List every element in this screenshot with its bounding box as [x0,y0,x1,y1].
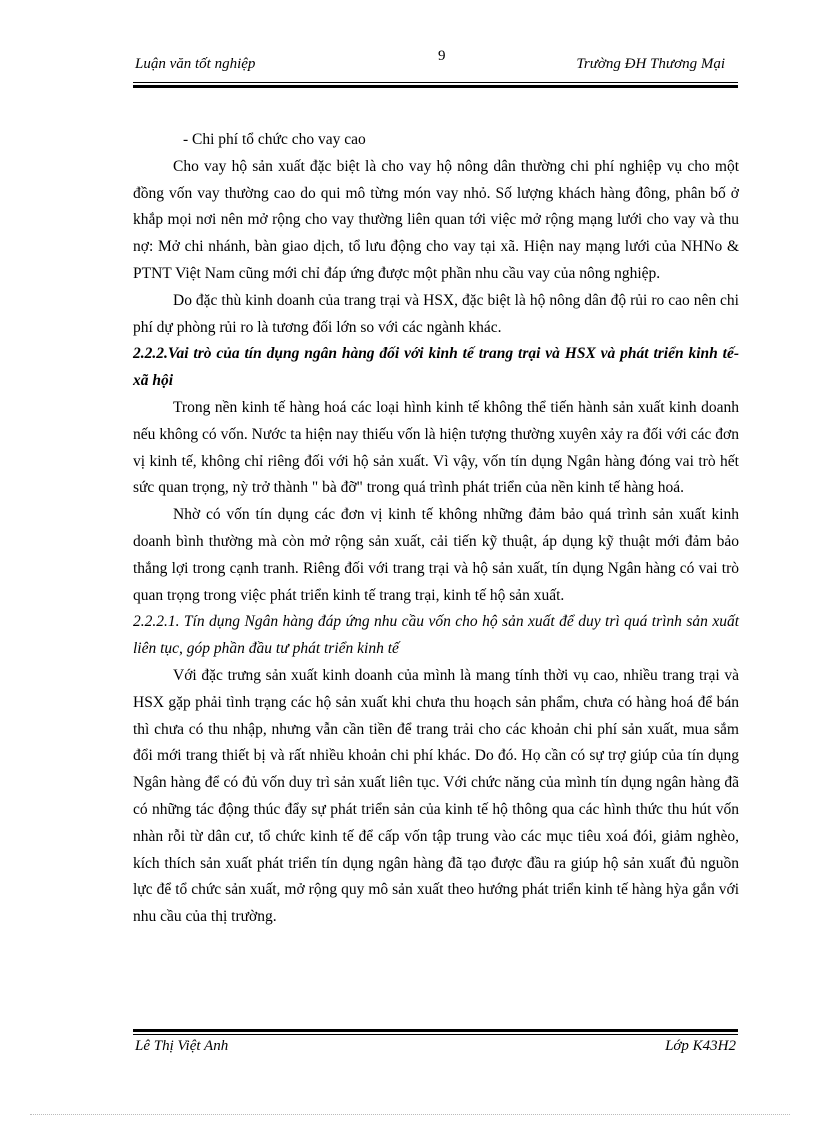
subsection-heading-2-2-2-1: 2.2.2.1. Tín dụng Ngân hàng đáp ứng nhu cầu vốn cho hộ sản xuất để duy trì quá trình sản xuất liên tục, góp phần đầu tư phát triển kinh tế [133,613,739,658]
header-rule-thick [133,85,738,88]
footer-class: Lớp K43H2 [665,1038,736,1054]
paragraph-credit-benefit: Nhờ có vốn tín dụng các đơn vị kinh tế không những đảm bảo quá trình sản xuất kinh doanh bình thường mà còn mở rộng sản xuất, cải tiến kỹ thuật, áp dụng kỹ thuật mới đảm bảo thắng lợi trong cạnh tranh. Riêng đối với trang trại và hộ sản xuất, tín dụng Ngân hàng có vai trò quan trọng trong việc phát triển kinh tế trang trại, kinh tế hộ sản xuất. [133,506,739,604]
header-university: Trường ĐH Thương Mại [576,56,725,72]
footer-rule-thin [133,1034,738,1035]
page-number: 9 [438,48,446,64]
paragraph-seasonal-production: Với đặc trưng sản xuất kinh doanh của mình là mang tính thời vụ cao, nhiều trang trại và HSX gặp phải tình trạng các hộ sản xuất khi chưa thu hoạch sản phẩm, chưa có hàng hoá để bán thì chưa có thu nhập, nhưng vẫn cần tiền để trang trải cho các khoản chi phí sản xuất, mua sắm đổi mới trang thiết bị và rất nhiều khoản chi phí khác. Do đó. Họ cần có sự trợ giúp của tín dụng Ngân hàng để có đủ vốn duy trì sản xuất liên tục. Với chức năng của mình tín dụng ngân hàng đã có những tác động thúc đẩy sự phát triển sản của kinh tế hộ thông qua các hình thức thu hút vốn nhàn rỗi từ dân cư, tổ chức kinh tế để cấp vốn tập trung vào các mục tiêu xoá đói, giảm nghèo, kích thích sản xuất phát triển tín dụng ngân hàng đã tạo được đầu ra giúp hộ sản xuất đủ nguồn lực để tổ chức sản xuất, mở rộng quy mô sản xuất theo hướng phát triển kinh tế hàng hỳa gắn với nhu cầu của thị trường. [133,666,739,926]
page-footer [133,1036,738,1064]
page-body [133,127,739,931]
page-bottom-divider [30,1114,790,1115]
paragraph-capital-need: Trong nền kinh tế hàng hoá các loại hình kinh tế không thể tiến hành sản xuất kinh doanh nếu không có vốn. Nước ta hiện nay thiếu vốn là hiện tượng thường xuyên xảy ra đối với các đơn vị kinh tế, không chỉ riêng đối với hộ sản xuất. Vì vậy, vốn tín dụng Ngân hàng đóng vai trò hết sức quan trọng, nỳ trở thành " bà đỡ" trong quá trình phát triển của nền kinh tế hàng hoá. [133,398,739,497]
footer-rule-thick [133,1029,738,1032]
footer-author: Lê Thị Việt Anh [135,1038,229,1054]
page-header [133,48,743,80]
header-rule-thin [133,82,738,83]
header-thesis-title: Luận văn tốt nghiệp [135,56,256,72]
paragraph-risk-cost: Do đặc thù kinh doanh của trang trại và HSX, đặc biệt là hộ nông dân độ rủi ro cao nên chi phí dự phòng rủi ro là tương đối lớn so với các ngành khác. [133,291,739,336]
paragraph-lending-cost: Cho vay hộ sản xuất đặc biệt là cho vay hộ nông dân thường chi phí nghiệp vụ cho một đồng vốn vay thường cao do qui mô từng món vay nhỏ. Số lượng khách hàng đông, phân bố ở khắp mọi nơi nên mở rộng cho vay thường liên quan tới việc mở rộng mạng lưới cho vay và thu nợ: Mở chi nhánh, bàn giao dịch, tổ lưu động cho vay tại xã. Hiện nay mạng lưới của NHNo & PTNT Việt Nam cũng mới chỉ đáp ứng được một phần nhu cầu vay của nông nghiệp. [133,157,739,282]
section-heading-2-2-2: 2.2.2.Vai trò của tín dụng ngân hàng đối với kinh tế trang trại và HSX và phát triển kinh tế- xã hội [133,345,739,390]
paragraph-cost-heading: - Chi phí tổ chức cho vay cao [183,131,366,148]
